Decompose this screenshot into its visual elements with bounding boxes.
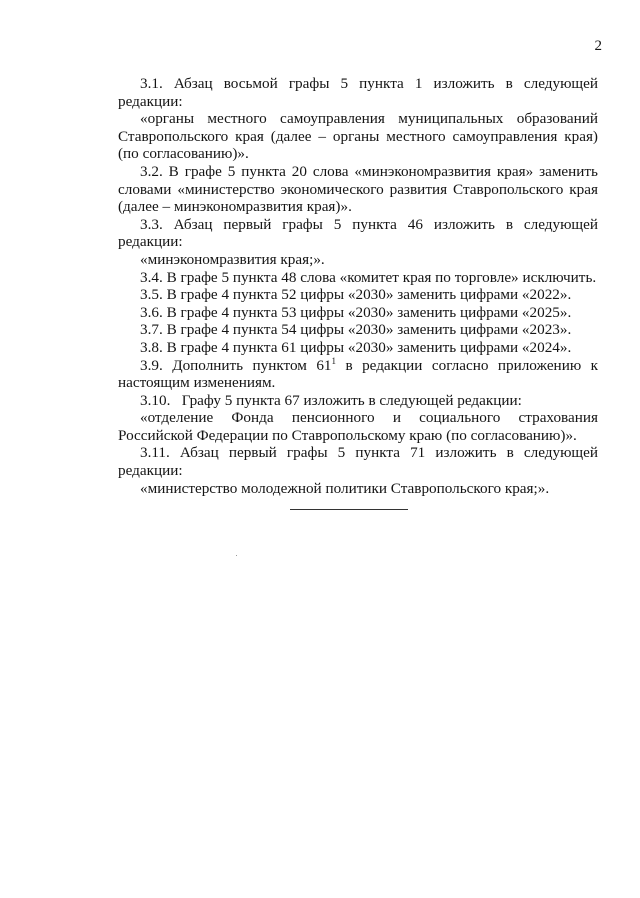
paragraph-3-7: 3.7. В графе 4 пункта 54 цифры «2030» заменить цифрами «2023». [140,321,572,339]
paragraph-3-9-superscript: 1 [331,355,337,366]
page-number: 2 [594,38,602,54]
paragraph-3-8: 3.8. В графе 4 пункта 61 цифры «2030» заменить цифрами «2024». [140,338,572,356]
paragraph-3-9 [118,357,598,392]
paragraph-3-4: 3.4. В графе 5 пункта 48 слова «комитет края по торговле» исключить. [140,268,597,286]
document-body [118,75,598,497]
paragraph-3-3: 3.3. Абзац первый графы 5 пункта 46 изложить в следующей редакции: [118,215,598,251]
paragraph-3-11: 3.11. Абзац первый графы 5 пункта 71 изложить в следующей редакции: [118,444,598,480]
paragraph-3-5: 3.5. В графе 4 пункта 52 цифры «2030» заменить цифрами «2022». [140,286,572,304]
scan-speck [236,555,237,556]
paragraph-3-9-end: в редакции согласно приложению к настоящим изменениям. [118,356,598,392]
paragraph-3-9-start: 3.9. Дополнить пунктом 61 [140,356,332,374]
paragraph-3-6: 3.6. В графе 4 пункта 53 цифры «2030» заменить цифрами «2025». [140,303,572,321]
closing-rule [290,509,408,510]
paragraph-3-10: 3.10. Графу 5 пункта 67 изложить в следующей редакции: [140,391,522,409]
paragraph-3-10-text: «отделение Фонда пенсионного и социального страхования Российской Федерации по Ставропольскому краю (по согласованию)». [118,409,598,444]
paragraph-3-1-text: «органы местного самоуправления муниципальных образований Ставропольского края (далее – органы местного самоуправления края) (по согласованию)». [118,110,598,163]
paragraph-3-2: 3.2. В графе 5 пункта 20 слова «минэкономразвития края» заменить словами «министерство экономического развития Ставропольского края (далее – минэкономразвития края)». [118,162,598,216]
paragraph-3-11-text: «министерство молодежной политики Ставропольского края;». [140,479,550,497]
paragraph-3-3-text: «минэкономразвития края;». [140,250,325,268]
paragraph-3-1: 3.1. Абзац восьмой графы 5 пункта 1 изложить в следующей редакции: [118,75,598,110]
